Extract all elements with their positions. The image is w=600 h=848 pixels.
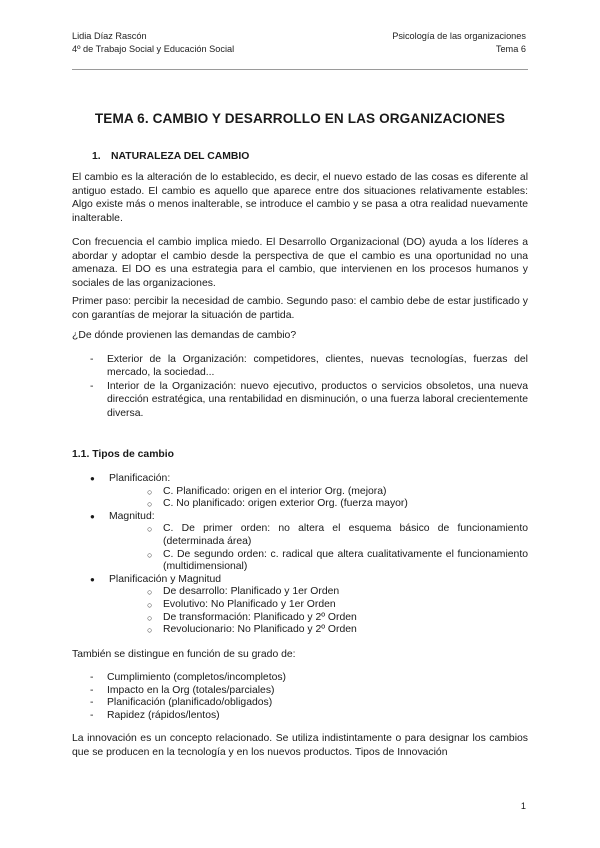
section-number: 1.: [92, 151, 101, 162]
type-label: Planificación:: [109, 473, 171, 484]
sub-list-item: ○ De desarrollo: Planificado y 1er Orden: [109, 586, 528, 599]
list-item: - Impacto en la Org (totales/parciales): [90, 685, 528, 698]
paragraph-development: Con frecuencia el cambio implica miedo. El Desarrollo Organizacional (DO) ayuda a los líderes a abordar y adoptar el cambio desde la perspectiva de que el cambio es una oportunidad no una amenaza. El DO es una estrategia para el cambio, que intervienen en los procesos humanos y sociales de las organizaciones.: [72, 237, 528, 289]
degree-list: [90, 672, 528, 722]
sub-list-item: ○ Evolutivo: No Planificado y 1er Orden: [109, 599, 528, 612]
sub-list-item: ○ C. Planificado: origen en el interior Org. (mejora): [109, 486, 528, 499]
list-item: [90, 574, 528, 637]
sub-list: [109, 486, 528, 511]
type-label: Magnitud:: [109, 510, 155, 522]
sub-list-item: ○ De transformación: Planificado y 2º Orden: [109, 612, 528, 625]
header-course: 4º de Trabajo Social y Educación Social: [72, 44, 235, 54]
header-divider: [72, 69, 528, 70]
section-title: NATURALEZA DEL CAMBIO: [111, 151, 250, 162]
header-right: [392, 30, 526, 56]
paragraph-question: ¿De dónde provienen las demandas de cambio?: [72, 330, 297, 341]
sub-list-item: ○ C. No planificado: origen exterior Org. (fuerza mayor): [109, 498, 528, 511]
sub-list: [109, 586, 528, 636]
header-left: [72, 30, 234, 56]
paragraph-degree: También se distingue en función de su grado de:: [72, 649, 296, 660]
type-label: Planificación y Magnitud: [109, 573, 222, 585]
section-heading-1: [92, 151, 249, 162]
sub-list: [109, 523, 528, 573]
sub-list-item: ○ Revolucionario: No Planificado y 2º Orden: [109, 624, 528, 637]
list-item: - Interior de la Organización: nuevo ejecutivo, productos o servicios obsoletos, una nueva dirección estratégica, una rentabilidad en disminución, o una fuerza laboral crecientemente diversa.: [90, 380, 528, 420]
list-item: - Planificación (planificado/obligados): [90, 697, 528, 710]
list-item: [90, 473, 528, 511]
header-author: Lidia Díaz Rascón: [72, 31, 147, 41]
list-item: - Exterior de la Organización: competidores, clientes, nuevas tecnologías, fuerzas del mercado, la sociedad...: [90, 353, 528, 380]
sub-list-item: ○ C. De primer orden: no altera el esquema básico de funcionamiento (determinada área): [109, 523, 528, 548]
list-item: - Cumplimiento (completos/incompletos): [90, 672, 528, 685]
subsection-heading: 1.1. Tipos de cambio: [72, 449, 175, 460]
page-title: TEMA 6. CAMBIO Y DESARROLLO EN LAS ORGANIZACIONES: [94, 111, 506, 126]
sub-list-item: ○ C. De segundo orden: c. radical que altera cualitativamente el funcionamiento (multidimensional): [109, 549, 528, 574]
demands-list: [90, 353, 528, 420]
paragraph-definition: El cambio es la alteración de lo establecido, es decir, el nuevo estado de las cosas es diferente al antiguo estado. El cambio es aquello que aparece entre dos situaciones relativamente estables: Algo existe más o menos inalterable, se introduce el cambio y se pasa a otra realidad nuevamente inalterable.: [72, 172, 528, 224]
header-subject: Psicología de las organizaciones: [392, 31, 526, 41]
header-topic: Tema 6: [495, 44, 526, 54]
page-number: 1: [520, 801, 526, 811]
list-item: - Rapidez (rápidos/lentos): [90, 710, 528, 723]
paragraph-innovation: La innovación es un concepto relacionado. Se utiliza indistintamente o para designar los cambios que se producen en la tecnología y en los nuevos productos. Tipos de Innovación: [72, 733, 528, 758]
paragraph-steps: Primer paso: percibir la necesidad de cambio. Segundo paso: el cambio debe de estar justificado y con garantías de mejorar la situación de partida.: [72, 296, 528, 321]
change-types-list: [90, 473, 528, 637]
list-item: [90, 511, 528, 574]
